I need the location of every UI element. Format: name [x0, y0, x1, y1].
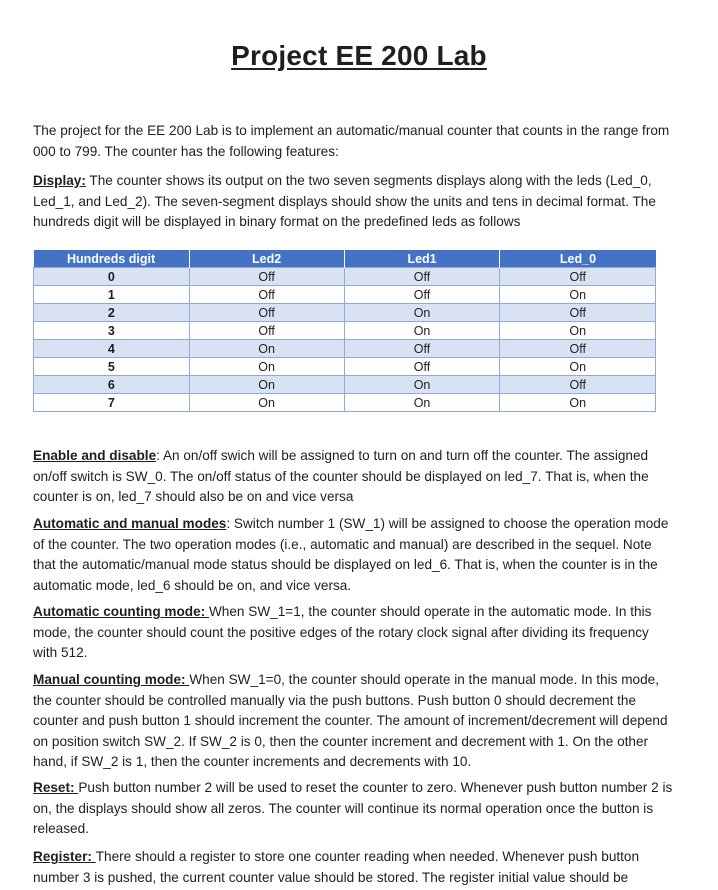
display-label: Display:	[33, 173, 86, 188]
header-led0: Led_0	[500, 250, 656, 268]
automatic-text: When SW_1=1, the counter should operate in the automatic mode. In this mode, the counter should count the positive edges of the rotary clock signal after dividing its frequency with 512.	[33, 604, 652, 660]
intro-paragraph: The project for the EE 200 Lab is to implement an automatic/manual counter that counts in the range from 000 to 799. The counter has the following features:	[33, 123, 670, 159]
modes-label: Automatic and manual modes	[33, 516, 227, 531]
table-cell: Off	[344, 286, 500, 304]
table-cell: Off	[189, 286, 344, 304]
table-cell: Off	[500, 376, 656, 394]
table-cell: 5	[34, 358, 190, 376]
table-cell: Off	[344, 268, 500, 286]
reset-label: Reset:	[33, 780, 79, 795]
table-cell: Off	[344, 340, 500, 358]
modes-text: : Switch number 1 (SW_1) will be assigned to choose the operation mode of the counter. The two operation modes (i.e., automatic and manual) are described in the sequel. Note that the automatic/manual mode status should be displayed on led_6. That is, when the counter is in the automatic mode, led_6 should be on, and vice versa.	[33, 516, 669, 593]
table-cell: On	[189, 394, 344, 412]
register-label: Register:	[33, 849, 96, 864]
table-cell: On	[344, 376, 500, 394]
table-row	[34, 322, 656, 340]
display-paragraph	[33, 171, 673, 233]
reset-paragraph	[33, 778, 673, 840]
modes-paragraph	[33, 514, 673, 596]
table-cell: Off	[500, 268, 656, 286]
hundreds-digit-table	[33, 250, 656, 412]
table-cell: Off	[189, 268, 344, 286]
table-cell: On	[500, 286, 656, 304]
header-led2: Led2	[189, 250, 344, 268]
table-cell: On	[500, 322, 656, 340]
table-cell: Off	[344, 358, 500, 376]
table-cell: Off	[189, 304, 344, 322]
table-row	[34, 304, 656, 322]
table-header-row	[34, 250, 656, 268]
header-led1: Led1	[344, 250, 500, 268]
enable-label: Enable and disable	[33, 448, 157, 463]
display-text: The counter shows its output on the two seven segments displays along with the leds (Led_0, Led_1, and Led_2). The seven-segment displays should show the units and tens in decimal format. The hundreds digit will be displayed in binary format on the predefined leds as follows	[33, 173, 656, 229]
table-cell: On	[500, 358, 656, 376]
table-cell: Off	[500, 304, 656, 322]
table-cell: On	[344, 322, 500, 340]
register-text: There should a register to store one counter reading when needed. Whenever push button number 3 is pushed, the current counter value should be stored. The register initial value should be	[33, 849, 640, 885]
table-cell: On	[189, 358, 344, 376]
table-row	[34, 340, 656, 358]
register-paragraph	[33, 847, 673, 888]
automatic-label: Automatic counting mode:	[33, 604, 209, 619]
table-cell: Off	[189, 322, 344, 340]
table-row	[34, 268, 656, 286]
automatic-paragraph	[33, 602, 673, 664]
manual-label: Manual counting mode:	[33, 672, 190, 687]
table-cell: 0	[34, 268, 190, 286]
enable-text: : An on/off swich will be assigned to turn on and turn off the counter. The assigned on/off switch is SW_0. The on/off status of the counter should be displayed on led_7. That is, when the counter is on, led_7 should also be on and vice versa	[33, 448, 649, 504]
table-cell: On	[189, 340, 344, 358]
table-cell: On	[344, 394, 500, 412]
header-hundreds-digit: Hundreds digit	[34, 250, 190, 268]
enable-paragraph	[33, 446, 673, 508]
page-title: Project EE 200 Lab	[231, 40, 487, 71]
table-cell: On	[344, 304, 500, 322]
table-cell: On	[189, 376, 344, 394]
table-row	[34, 376, 656, 394]
table-cell: 3	[34, 322, 190, 340]
table-cell: Off	[500, 340, 656, 358]
table-cell: 2	[34, 304, 190, 322]
table-cell: 1	[34, 286, 190, 304]
table-cell: On	[500, 394, 656, 412]
table-cell: 6	[34, 376, 190, 394]
table-row	[34, 286, 656, 304]
table-row	[34, 358, 656, 376]
manual-text: When SW_1=0, the counter should operate in the manual mode. In this mode, the counter should be controlled manually via the push buttons. Push button 0 should decrement the counter and push button 1 should increment the counter. The amount of increment/decrement will depend on position switch SW_2. If SW_2 is 0, then the counter increment and decrement with 1. On the other hand, if SW_2 is 1, then the counter increments and decrements with 10.	[33, 672, 668, 769]
reset-text: Push button number 2 will be used to reset the counter to zero. Whenever push button number 2 is on, the displays should show all zeros. The counter will continue its normal operation once the button is released.	[33, 780, 673, 836]
table-cell: 7	[34, 394, 190, 412]
table-row	[34, 394, 656, 412]
manual-paragraph	[33, 670, 673, 773]
table-cell: 4	[34, 340, 190, 358]
